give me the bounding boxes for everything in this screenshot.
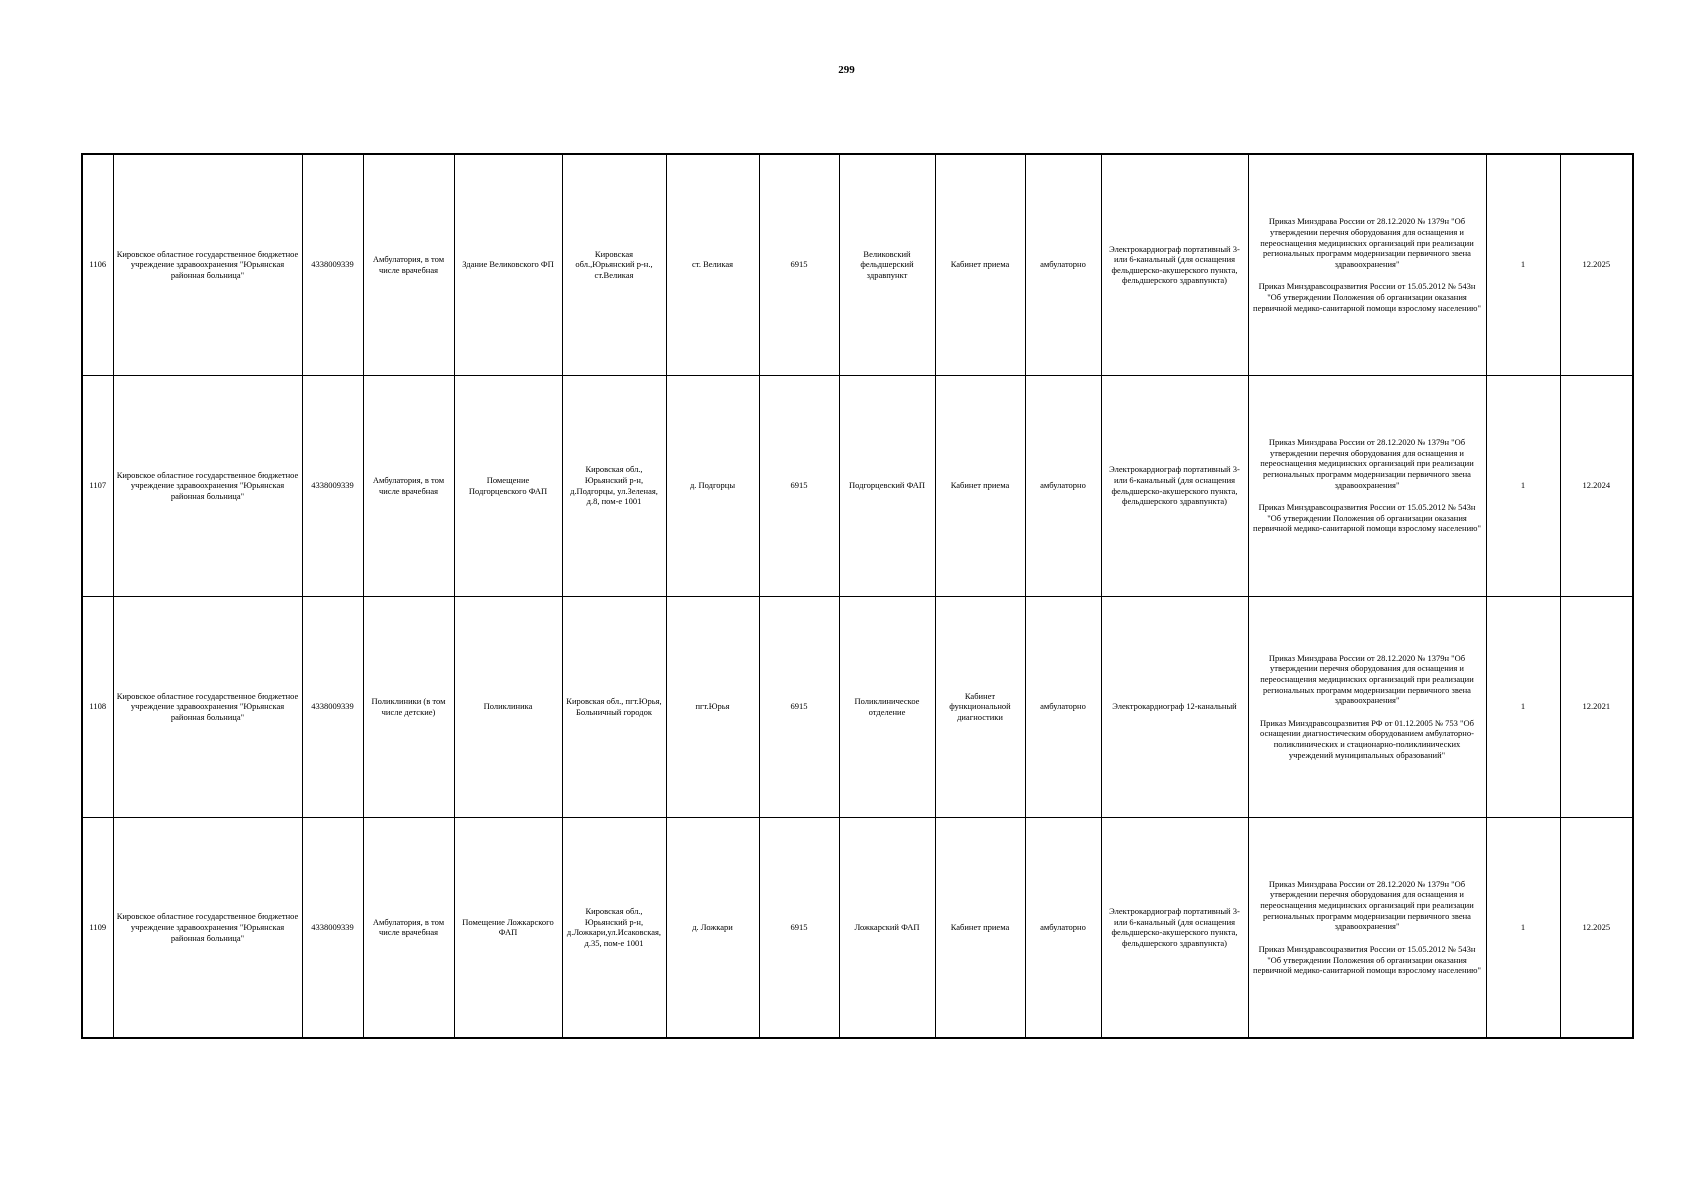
- room: Кабинет приема: [935, 817, 1025, 1038]
- table-row: [82, 596, 1633, 817]
- planned-date: 12.2024: [1560, 375, 1633, 596]
- code: 6915: [759, 817, 839, 1038]
- code: 6915: [759, 596, 839, 817]
- building: Поликлиника: [454, 596, 562, 817]
- building: Здание Великовского ФП: [454, 154, 562, 375]
- table-row: [82, 154, 1633, 375]
- room: Кабинет приема: [935, 375, 1025, 596]
- building: Помещение Подгорцевского ФАП: [454, 375, 562, 596]
- organization-name: Кировское областное государственное бюджетное учреждение здравоохранения "Юрьянская районная больница": [113, 375, 302, 596]
- regulatory-documents: [1248, 154, 1486, 375]
- regulatory-document-2: Приказ Минздравсоцразвития РФ от 01.12.2005 № 753 "Об оснащении диагностическим оборудованием амбулаторно-поликлинических и стационарно-поликлинических учреждений муниципальных образований": [1260, 717, 1474, 760]
- locality: д. Подгорцы: [666, 375, 759, 596]
- facility-type: Амбулатория, в том числе врачебная: [363, 154, 454, 375]
- inn: 4338009339: [302, 817, 363, 1038]
- unit: Подгорцевский ФАП: [839, 375, 935, 596]
- care-mode: амбулаторно: [1025, 375, 1101, 596]
- page-number: 299: [838, 64, 855, 76]
- address: Кировская обл., пгт.Юрья, Больничный городок: [562, 596, 666, 817]
- code: 6915: [759, 375, 839, 596]
- table-row: [82, 375, 1633, 596]
- regulatory-documents: [1248, 596, 1486, 817]
- unit: Поликлиническое отделение: [839, 596, 935, 817]
- regulatory-document-2: Приказ Минздравсоцразвития России от 15.05.2012 № 543н "Об утверждении Положения об организации оказания первичной медико-санитарной помощи взрослому населению": [1253, 281, 1481, 313]
- unit: Ложкарский ФАП: [839, 817, 935, 1038]
- facility-type: Амбулатория, в том числе врачебная: [363, 375, 454, 596]
- equipment: Электрокардиограф портативный 3- или 6-канальный (для оснащения фельдшерско-акушерского пункта, фельдшерского здравпункта): [1101, 154, 1248, 375]
- regulatory-document-1: Приказ Минздрава России от 28.12.2020 № 1379н "Об утверждении перечня оборудования для оснащения и переоснащения медицинских организаций при реализации региональных программ модернизации первичного звена здравоохранения": [1260, 652, 1474, 706]
- locality: ст. Великая: [666, 154, 759, 375]
- facility-type: Амбулатория, в том числе врачебная: [363, 817, 454, 1038]
- row-number: 1107: [82, 375, 113, 596]
- facility-type: Поликлиники (в том числе детские): [363, 596, 454, 817]
- building: Помещение Ложкарского ФАП: [454, 817, 562, 1038]
- row-number: 1106: [82, 154, 113, 375]
- inn: 4338009339: [302, 375, 363, 596]
- regulatory-documents: [1248, 375, 1486, 596]
- planned-date: 12.2025: [1560, 817, 1633, 1038]
- room: Кабинет приема: [935, 154, 1025, 375]
- inn: 4338009339: [302, 154, 363, 375]
- row-number: 1108: [82, 596, 113, 817]
- address: Кировская обл., Юрьянский р-н, д.Подгорцы, ул.Зеленая, д.8, пом-е 1001: [562, 375, 666, 596]
- regulatory-document-1: Приказ Минздрава России от 28.12.2020 № 1379н "Об утверждении перечня оборудования для оснащения и переоснащения медицинских организаций при реализации региональных программ модернизации первичного звена здравоохранения": [1260, 216, 1474, 269]
- address: Кировская обл.,Юрьянский р-н., ст.Великая: [562, 154, 666, 375]
- regulatory-document-2: Приказ Минздравсоцразвития России от 15.05.2012 № 543н "Об утверждении Положения об организации оказания первичной медико-санитарной помощи взрослому населению": [1253, 943, 1481, 976]
- organization-name: Кировское областное государственное бюджетное учреждение здравоохранения "Юрьянская районная больница": [113, 817, 302, 1038]
- equipment: Электрокардиограф 12-канальный: [1101, 596, 1248, 817]
- care-mode: амбулаторно: [1025, 154, 1101, 375]
- regulatory-document-2: Приказ Минздравсоцразвития России от 15.05.2012 № 543н "Об утверждении Положения об организации оказания первичной медико-санитарной помощи взрослому населению": [1253, 502, 1481, 534]
- inn: 4338009339: [302, 596, 363, 817]
- planned-date: 12.2021: [1560, 596, 1633, 817]
- care-mode: амбулаторно: [1025, 817, 1101, 1038]
- equipment: Электрокардиограф портативный 3- или 6-канальный (для оснащения фельдшерско-акушерского пункта, фельдшерского здравпункта): [1101, 375, 1248, 596]
- planned-date: 12.2025: [1560, 154, 1633, 375]
- locality: д. Ложкари: [666, 817, 759, 1038]
- quantity: 1: [1486, 596, 1560, 817]
- locality: пгт.Юрья: [666, 596, 759, 817]
- equipment-table: [81, 153, 1634, 1039]
- row-number: 1109: [82, 817, 113, 1038]
- code: 6915: [759, 154, 839, 375]
- quantity: 1: [1486, 375, 1560, 596]
- room: Кабинет функциональной диагностики: [935, 596, 1025, 817]
- unit: Великовский фельдшерский здравпункт: [839, 154, 935, 375]
- organization-name: Кировское областное государственное бюджетное учреждение здравоохранения "Юрьянская районная больница": [113, 596, 302, 817]
- equipment: Электрокардиограф портативный 3- или 6-канальный (для оснащения фельдшерско-акушерского пункта, фельдшерского здравпункта): [1101, 817, 1248, 1038]
- address: Кировская обл., Юрьянский р-н, д.Ложкари,ул.Исаковская, д.35, пом-е 1001: [562, 817, 666, 1038]
- quantity: 1: [1486, 154, 1560, 375]
- quantity: 1: [1486, 817, 1560, 1038]
- organization-name: Кировское областное государственное бюджетное учреждение здравоохранения "Юрьянская районная больница": [113, 154, 302, 375]
- regulatory-documents: [1248, 817, 1486, 1038]
- table-row: [82, 817, 1633, 1038]
- regulatory-document-1: Приказ Минздрава России от 28.12.2020 № 1379н "Об утверждении перечня оборудования для оснащения и переоснащения медицинских организаций при реализации региональных программ модернизации первичного звена здравоохранения": [1260, 437, 1474, 490]
- care-mode: амбулаторно: [1025, 596, 1101, 817]
- regulatory-document-1: Приказ Минздрава России от 28.12.2020 № 1379н "Об утверждении перечня оборудования для оснащения и переоснащения медицинских организаций при реализации региональных программ модернизации первичного звена здравоохранения": [1260, 878, 1474, 932]
